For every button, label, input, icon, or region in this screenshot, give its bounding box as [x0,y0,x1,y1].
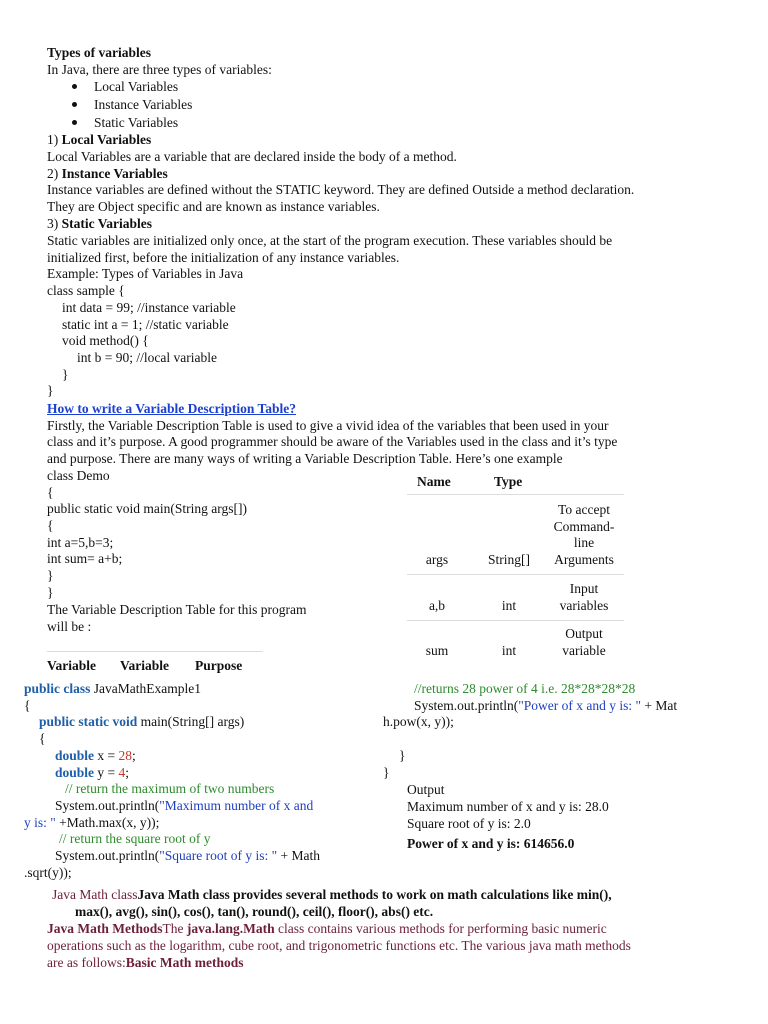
code-line: } [47,383,54,398]
code-number: 4 [118,765,126,780]
paragraph: and purpose. There are many ways of writing a Variable Description Table. Here’s one example [47,451,563,466]
output-label: Output [407,782,445,797]
code-keyword: double [55,748,95,763]
example-title: Example: Types of Variables in Java [47,266,244,281]
subheading-title: Instance Variables [61,166,168,181]
code-text: y = [94,765,119,780]
code-keyword: public static void [39,714,138,729]
code-string: "Power of x and y is: " [518,698,642,713]
code-text: + Math [277,848,321,863]
code-text: x = [94,748,119,763]
code-line: static int a = 1; //static variable [62,317,229,332]
bullet-dot [72,102,77,107]
code-line: } [399,748,406,763]
code-line: { [39,731,46,746]
table-cell-type: String[] [488,552,530,567]
code-keyword: public class [24,681,91,696]
code-text: System.out.println( [55,798,160,813]
code-line: } [383,765,390,780]
table-cell-name: args [425,552,449,567]
paragraph: Static variables are initialized only once, at the start of the program execution. These variables should be [47,233,613,248]
code-line: .sqrt(y)); [24,865,72,880]
subheading-title: Local Variables [61,132,152,147]
table-divider [407,620,624,621]
intro-text: In Java, there are three types of variables: [47,62,272,77]
code-line: } [62,367,69,382]
output-line: Square root of y is: 2.0 [407,816,531,831]
code-line [55,747,136,764]
subheading-instance [47,165,168,182]
table-header-variable: Variable [120,658,170,673]
table-cell-name: sum [425,643,449,658]
bullet-item: Static Variables [94,115,179,130]
subheading-title: Static Variables [61,216,153,231]
math-methods-line [47,954,243,971]
math-package-name: java.lang.Math [186,921,275,936]
divider [47,651,263,652]
table-cell-type: int [501,643,517,658]
bullet-item: Local Variables [94,79,179,94]
math-methods-line [47,920,607,937]
subheading-static [47,215,152,232]
code-comment: //returns 28 power of 4 i.e. 28*28*28*28 [414,681,636,696]
table-cell-name: a,b [428,598,446,613]
code-text: JavaMathExample1 [90,681,201,696]
bullet-dot [72,120,77,125]
code-number: 28 [118,748,133,763]
output-line: Power of x and y is: 614656.0 [407,836,575,851]
code-line [55,764,129,781]
math-class-label: Java Math class [52,887,138,902]
paragraph: Local Variables are a variable that are declared inside the body of a method. [47,149,457,164]
code-line: class sample { [47,283,125,298]
subheading-number: 2) [47,166,62,181]
code-line [24,680,201,697]
math-class-line [52,886,612,903]
code-text: main(String[] args) [137,714,245,729]
math-methods-text: The [162,921,187,936]
paragraph: class and it’s purpose. A good programmer should be aware of the Variables used in the class and it’s type [47,434,618,449]
code-line [24,814,159,831]
code-line [414,697,677,714]
code-line: class Demo [47,468,110,483]
code-line: int sum= a+b; [47,551,123,566]
table-cell-type: int [501,598,517,613]
paragraph: will be : [47,619,92,634]
code-keyword: double [55,765,95,780]
code-text: System.out.println( [55,848,160,863]
code-line: h.pow(x, y)); [383,714,454,729]
code-line: public static void main(String args[]) [47,501,247,516]
code-line: int b = 90; //local variable [77,350,217,365]
code-string: "Square root of y is: " [159,848,278,863]
math-class-description: Java Math class provides several methods to work on math calculations like min(), [137,887,612,902]
table-header-purpose: Purpose [195,658,243,673]
math-methods-text: class contains various methods for performing basic numeric [274,921,607,936]
subheading-number: 1) [47,132,62,147]
code-line: int data = 99; //instance variable [62,300,236,315]
code-line: } [47,585,54,600]
code-line: } [47,568,54,583]
paragraph: initialized first, before the initialization of any instance variables. [47,250,400,265]
code-line [39,713,244,730]
code-string: "Maximum number of x and [159,798,314,813]
math-methods-label: Java Math Methods [47,921,163,936]
code-comment: // return the maximum of two numbers [65,781,275,796]
code-line [55,847,320,864]
table-cell-purpose: To accept Command-line Arguments [553,502,615,567]
table-header-name: Name [417,474,451,489]
math-class-description: max(), avg(), sin(), cos(), tan(), round(), ceil(), floor(), abs() etc. [75,904,434,919]
table-header-variable: Variable [47,658,97,673]
code-string: y is: " [24,815,56,830]
code-text: ; [125,765,130,780]
code-line: { [47,518,54,533]
table-header-type: Type [494,474,523,489]
paragraph: They are Object specific and are known as instance variables. [47,199,380,214]
bullet-item: Instance Variables [94,97,193,112]
math-methods-text: operations such as the logarithm, cube root, and trigonometric functions etc. The various java math methods [47,938,631,953]
code-text: System.out.println( [414,698,519,713]
code-line: { [24,698,31,713]
output-line: Maximum number of x and y is: 28.0 [407,799,609,814]
code-text: ; [132,748,136,763]
basic-math-methods-label: Basic Math methods [125,955,244,970]
bullet-dot [72,84,77,89]
code-text: + Mat [641,698,678,713]
paragraph: Instance variables are defined without the STATIC keyword. They are defined Outside a method declaration. [47,182,635,197]
paragraph: The Variable Description Table for this program [47,602,307,617]
subheading-local [47,131,151,148]
table-divider [407,494,624,495]
code-line: void method() { [62,333,149,348]
code-line: { [47,485,54,500]
table-cell-purpose: Input variables [559,581,609,613]
code-text: +Math.max(x, y)); [55,815,160,830]
paragraph: Firstly, the Variable Description Table is used to give a vivid idea of the variables that been used in your [47,418,609,433]
code-line: int a=5,b=3; [47,535,114,550]
vdt-link[interactable]: How to write a Variable Description Table? [47,401,296,416]
math-methods-text: are as follows: [47,955,126,970]
table-divider [407,574,624,575]
subheading-number: 3) [47,216,62,231]
code-comment: // return the square root of y [59,831,211,846]
code-line [55,797,313,814]
section-heading: Types of variables [47,45,151,60]
table-cell-purpose: Output variable [562,626,606,658]
